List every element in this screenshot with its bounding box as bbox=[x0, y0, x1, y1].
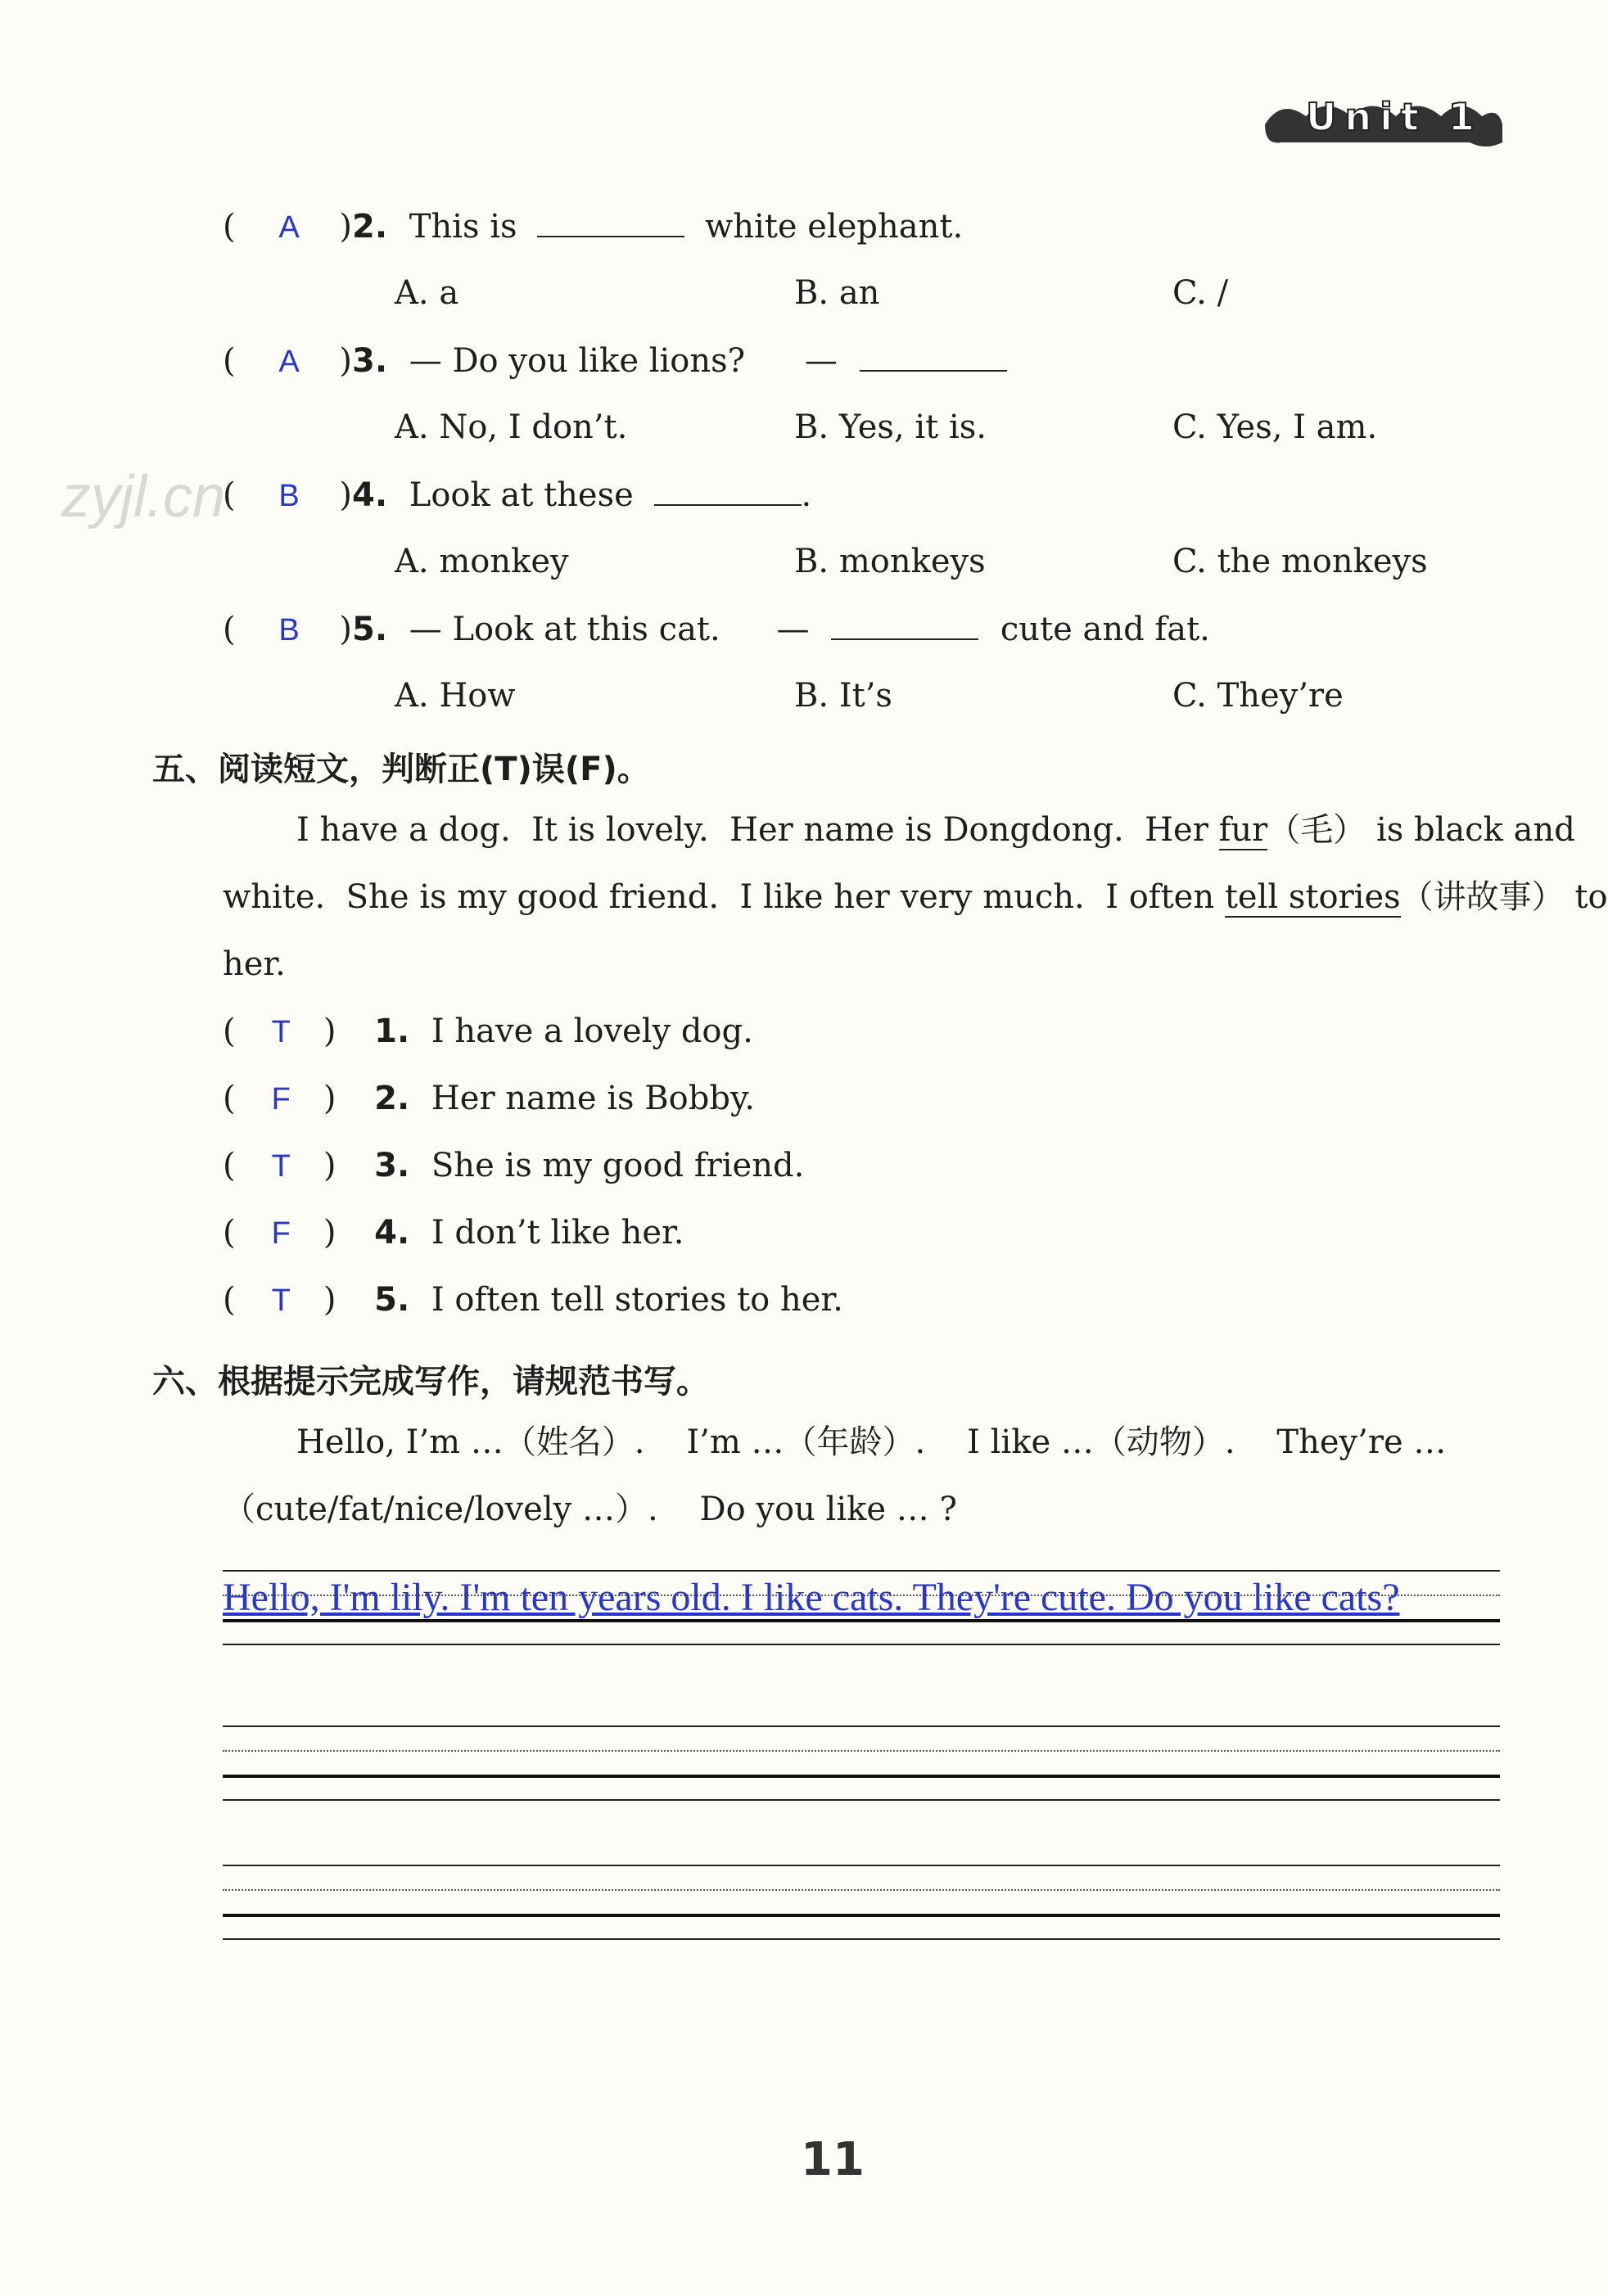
option-a: A. How bbox=[395, 677, 516, 715]
answer-mark: T bbox=[271, 1015, 291, 1049]
mc-question-3: ( A )3. — Do you like lions? — bbox=[223, 341, 1007, 381]
reading-passage-line-3: her. bbox=[223, 945, 286, 983]
tf-item-4: ( F ) 4. I don’t like her. bbox=[223, 1214, 684, 1252]
writing-line bbox=[223, 1644, 1500, 1645]
writing-line bbox=[223, 1865, 1500, 1866]
option-c: C. the monkeys bbox=[1172, 543, 1428, 580]
answer-mark: T bbox=[271, 1283, 291, 1318]
option-a: A. monkey bbox=[395, 543, 569, 580]
writing-hint-line-2: （cute/fat/nice/lovely …）. Do you like … ? bbox=[223, 1491, 957, 1528]
tf-item-3: ( T ) 3. She is my good friend. bbox=[223, 1147, 805, 1184]
tf-item-1: ( T ) 1. I have a lovely dog. bbox=[223, 1013, 753, 1050]
option-b: B. an bbox=[794, 274, 880, 312]
watermark: zyjl.cn bbox=[61, 464, 226, 530]
writing-hint-line-1: Hello, I’m …（姓名）. I’m …（年龄）. I like …（动物）. They’re … bbox=[296, 1423, 1447, 1461]
answer-mark: F bbox=[271, 1216, 291, 1251]
page-number: 11 bbox=[801, 2133, 865, 2186]
option-b: B. It’s bbox=[794, 677, 892, 715]
answer-mark: B bbox=[278, 479, 300, 513]
option-c: C. They’re bbox=[1172, 677, 1344, 715]
unit-badge bbox=[1265, 92, 1502, 149]
writing-line bbox=[223, 1889, 1500, 1891]
option-b: B. monkeys bbox=[794, 543, 986, 580]
mc-question-2: ( A )2. This is white elephant. bbox=[223, 208, 964, 246]
answer-mark: F bbox=[271, 1082, 291, 1116]
handwritten-answer: Hello, I'm lily. I'm ten years old. I like cats. They're cute. Do you like cats? bbox=[223, 1576, 1400, 1619]
section-5-title: 五、阅读短文，判断正(T)误(F)。 bbox=[152, 751, 650, 788]
writing-line bbox=[223, 1775, 1500, 1778]
writing-line bbox=[223, 1938, 1500, 1940]
reading-passage-line-1: I have a dog. It is lovely. Her name is Dongdong. Her fur（毛） is black and bbox=[296, 811, 1575, 849]
option-b: B. Yes, it is. bbox=[794, 408, 987, 446]
answer-blank bbox=[654, 475, 802, 506]
answer-blank bbox=[831, 609, 978, 640]
tf-item-5: ( T ) 5. I often tell stories to her. bbox=[223, 1281, 843, 1319]
tf-item-2: ( F ) 2. Her name is Bobby. bbox=[223, 1080, 755, 1117]
answer-mark: B bbox=[278, 613, 300, 647]
answer-mark: A bbox=[278, 345, 300, 379]
writing-line bbox=[223, 1725, 1500, 1727]
answer-mark: A bbox=[278, 210, 300, 245]
option-c: C. / bbox=[1172, 274, 1229, 312]
unit-label: Unit 1 bbox=[1306, 95, 1483, 139]
mc-question-4: ( B )4. Look at these . bbox=[223, 476, 812, 514]
option-c: C. Yes, I am. bbox=[1172, 408, 1378, 446]
writing-line bbox=[223, 1570, 1500, 1572]
answer-mark: T bbox=[271, 1149, 291, 1184]
writing-line bbox=[223, 1799, 1500, 1801]
option-a: A. a bbox=[395, 274, 459, 312]
answer-blank bbox=[537, 206, 684, 237]
section-6-title: 六、根据提示完成写作，请规范书写。 bbox=[152, 1363, 709, 1401]
writing-line bbox=[223, 1750, 1500, 1752]
writing-line bbox=[223, 1914, 1500, 1917]
option-a: A. No, I don’t. bbox=[395, 408, 628, 446]
reading-passage-line-2: white. She is my good friend. I like her very much. I often tell stories（讲故事） to bbox=[223, 878, 1608, 916]
answer-blank bbox=[860, 341, 1007, 372]
mc-question-5: ( B )5. — Look at this cat. — cute and fat. bbox=[223, 611, 1210, 648]
